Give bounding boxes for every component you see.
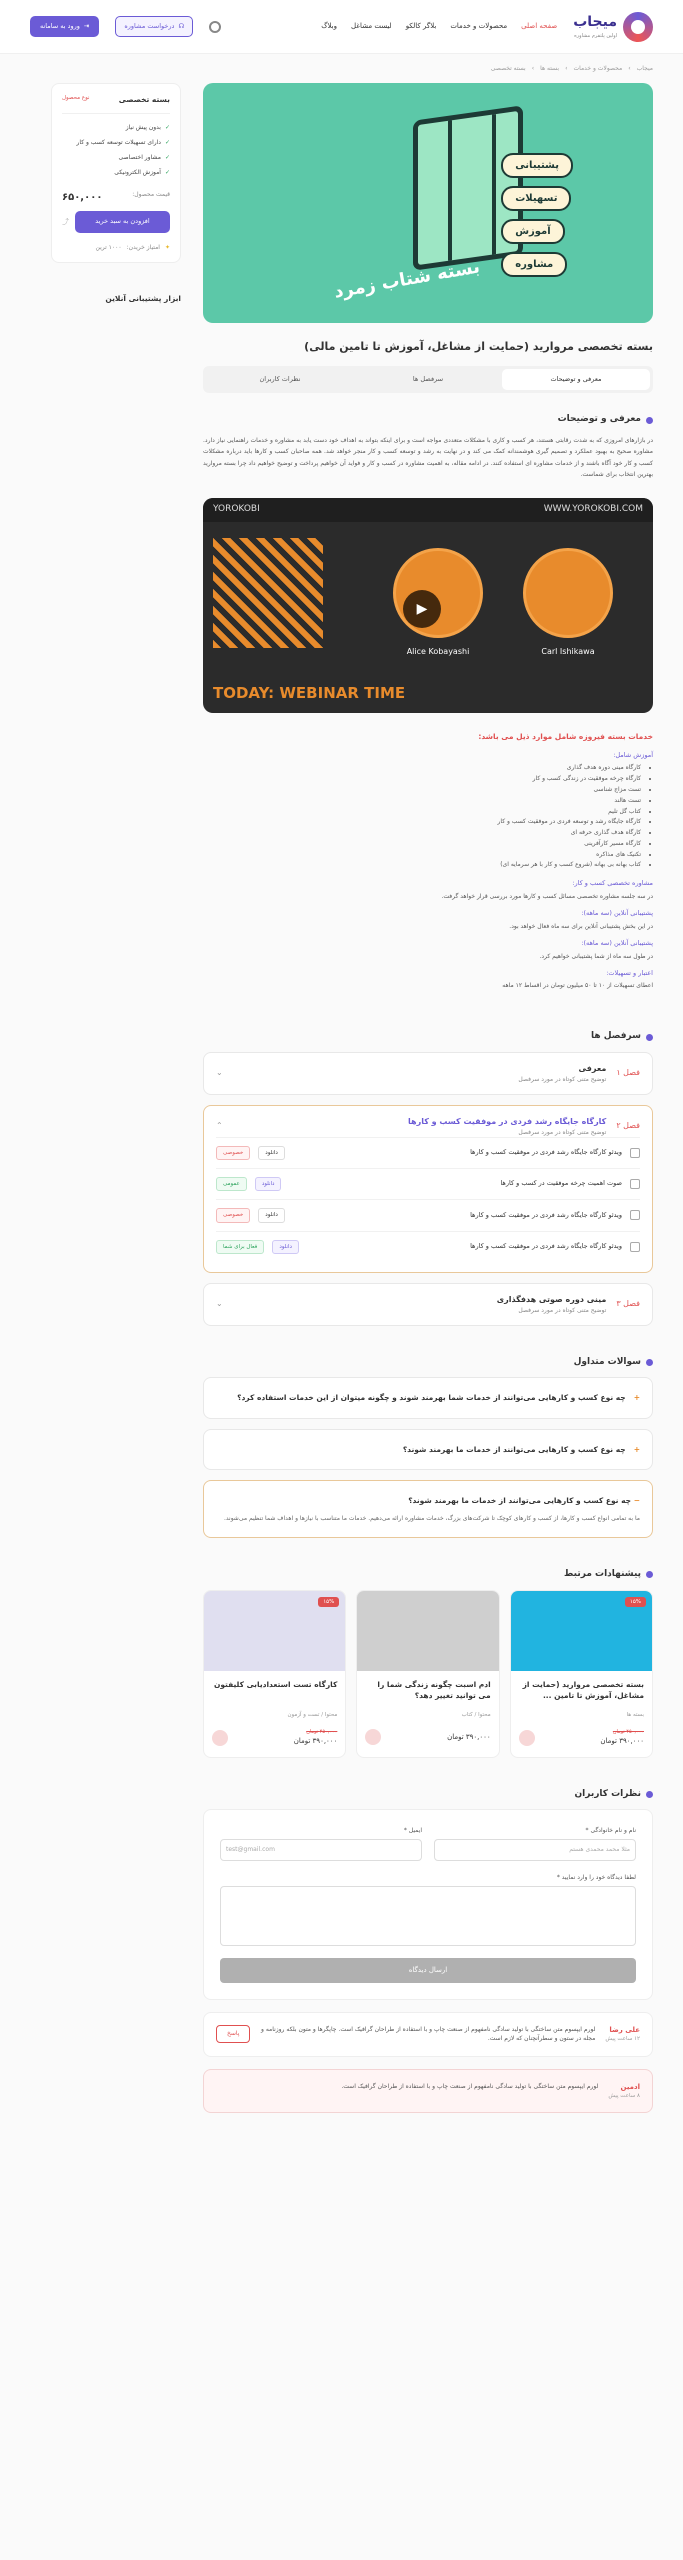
list-item: • کارگاه مینی دوره هدف گذاری (203, 763, 641, 774)
list-item: • کتاب بهانه بی بهانه (شروع کسب و کار با هر سرمایه ای) (203, 860, 641, 871)
access-badge: عمومی (216, 1177, 247, 1191)
product-card[interactable] (356, 1590, 499, 1758)
card-meta: بسته ها (626, 1711, 644, 1718)
card-meta: محتوا / کتاب (461, 1711, 491, 1718)
nav-jobs[interactable]: لیست مشاغل (351, 22, 392, 31)
feature-item: ✓ دارای تسهیلات توسعه کسب و کار (76, 139, 170, 147)
price-value: ۶۵۰,۰۰۰ (62, 192, 103, 204)
list-item: • تست مزاج شناسی (203, 785, 641, 796)
main-nav (321, 21, 557, 32)
bullet-icon (646, 1359, 653, 1366)
list-item: • کارگاه چرخه موفقیت در زندگی کسب و کار (203, 774, 641, 785)
chapter-item[interactable] (203, 1052, 653, 1095)
service-group-text: اعطای تسهیلات از ۱۰ تا ۵۰ میلیون تومان در اقساط ۱۲ ماهه (502, 982, 653, 990)
price: ۳۹۰,۰۰۰ تومان (600, 1737, 644, 1746)
feature-item: ✓ آموزش الکترونیکی (114, 169, 170, 177)
speaker-name: Carl Ishikawa (541, 647, 595, 657)
hero-tag: مشاوره (501, 252, 567, 277)
main-content (203, 83, 653, 2113)
lesson-row[interactable]: ویدئو کارگاه جایگاه رشد فردی در موفقیت کسب و کارها دانلود فعال برای شما (216, 1231, 640, 1262)
name-label: نام و نام خانوادگی * (585, 1827, 636, 1835)
old-price: ۴۵۰,۰۰۰ تومان (612, 1728, 644, 1735)
speaker-avatar (393, 548, 483, 638)
sidebar (51, 83, 181, 304)
services-heading: خدمات بسته فیروزه شامل موارد ذیل می باشد: (478, 732, 653, 742)
consult-button[interactable]: ☊ درخواست مشاوره (115, 16, 193, 38)
support-title: ابزار پشتیبانی آنلاین (105, 294, 181, 303)
price: ۳۹۰,۰۰۰ تومان (447, 1732, 491, 1741)
download-button[interactable]: دانلود (255, 1177, 282, 1191)
video-brand: YOROKOBI (213, 504, 260, 515)
video-site: WWW.YOROKOBI.COM (543, 504, 643, 515)
service-group-text: در این بخش پشتیبانی آنلاین برای سه ماه فعال خواهد بود. (509, 922, 653, 930)
chevron-down-icon: ⌄ (216, 1068, 223, 1078)
cart-icon[interactable] (212, 1730, 228, 1746)
chapter-desc: توضیح متنی کوتاه در مورد سرفصل (518, 1075, 607, 1083)
service-group-title: پشتیبانی آنلاین (سه ماهه): (581, 938, 653, 947)
list-item: • کارگاه مسیر کارآفرینی (203, 839, 641, 850)
nav-products[interactable]: محصولات و خدمات (450, 22, 508, 31)
comment-text: لورم ایپسوم متن ساختگی با تولید سادگی نامفهوم از صنعت چاپ و با استفاده از طراحان گرافیک است. چاپگرها و متون بلکه روزنامه و مجله در ستون و سطرآنچنان که لازم است. (261, 2025, 596, 2042)
lesson-row[interactable]: صوت اهمیت چرخه موفقیت در کسب و کارها دانلود عمومی (216, 1168, 640, 1199)
speaker-name: Alice Kobayashi (406, 647, 470, 657)
review-form (203, 1809, 653, 2000)
submit-button[interactable]: ارسال دیدگاه (220, 1958, 636, 1983)
comment-reply (203, 2069, 653, 2114)
nav-blog[interactable]: وبلاگ (321, 22, 337, 31)
message-label: لطفا دیدگاه خود را وارد نمایید * (556, 1874, 636, 1882)
star-icon: ✦ (164, 244, 170, 251)
login-button[interactable]: ⇥ ورود به سامانه (30, 16, 99, 38)
product-card[interactable] (510, 1590, 653, 1758)
chapter-title: کارگاه جایگاه رشد فردی در موفقیت کسب و کارها (408, 1116, 607, 1126)
lesson-row[interactable]: ویدئو کارگاه جایگاه رشد فردی در موفقیت کسب و کارها دانلود خصوصی (216, 1199, 640, 1230)
intro-heading: معرفی و توضیحات (203, 413, 653, 427)
add-to-cart-button[interactable]: افزودن به سبد خرید (75, 211, 170, 233)
headset-icon: ☊ (178, 21, 185, 30)
reply-button[interactable]: پاسخ (216, 2025, 250, 2043)
hero-tag: تسهیلات (501, 186, 571, 211)
play-icon[interactable]: ▶ (403, 590, 441, 628)
lesson-row[interactable]: ویدئو کارگاه جایگاه رشد فردی در موفقیت کسب و کارها دانلود خصوصی (216, 1137, 640, 1168)
chapter-item-open[interactable] (203, 1105, 653, 1273)
bullet-icon (646, 417, 653, 424)
chapter-desc: توضیح متنی کوتاه در مورد سرفصل (518, 1128, 607, 1136)
list-item: • کتاب گل تلیم (203, 807, 641, 818)
service-group-text: در سه جلسه مشاوره تخصصی مسائل کسب و کارها مورد بررسی قرار خواهد گرفت. (441, 893, 653, 901)
service-group-text: در طول سه ماه از شما پشتیبانی خواهیم کرد. (539, 952, 653, 960)
service-group-title: پشتیبانی آنلاین (سه ماهه): (581, 909, 653, 918)
tab-reviews[interactable]: نظرات کاربران (259, 374, 301, 383)
top-bar (0, 0, 683, 54)
faq-heading: سوالات متداول (203, 1356, 653, 1370)
nav-home[interactable]: صفحه اصلی (521, 22, 558, 31)
product-type-tag: نوع محصول (62, 95, 90, 101)
name-input[interactable]: مثلا محمد محمدی هستم (434, 1839, 636, 1861)
video-icon (630, 1210, 640, 1220)
hero-title: بسته شتاب زمرد (332, 256, 482, 303)
comment-time: ۱۲ ساعت پیش (605, 2036, 640, 2043)
score-label: امتیاز خریدن: (126, 244, 160, 251)
list-item: • کارگاه جایگاه رشد و توسعه فردی در موفقیت کسب و کار (203, 817, 641, 828)
hero-tag: پشتیبانی (501, 153, 573, 178)
access-badge: خصوصی (216, 1146, 250, 1160)
chapter-title: معرفی (578, 1063, 607, 1073)
tab-chapters[interactable]: سرفصل ها (412, 374, 444, 383)
faq-answer: ما به تمامی انواع کسب و کارها، از کسب و کارهای کوچک تا شرکت‌های بزرگ، خدمات مشاوره ارائه می‌دهیم. خدمات ما متناسب با نیازها و اهداف شما تنظیم می‌شوند. (223, 1515, 640, 1523)
chapter-desc: توضیح متنی کوتاه در مورد سرفصل (518, 1306, 607, 1314)
card-meta: محتوا / تست و آزمون (287, 1711, 338, 1718)
check-icon: ✓ (164, 124, 170, 132)
video-player[interactable] (203, 498, 653, 713)
comment-time: ۸ ساعت پیش (608, 2093, 640, 2100)
cart-icon[interactable] (519, 1730, 535, 1746)
list-item: • تست هالند (203, 796, 641, 807)
bullet-icon (646, 1791, 653, 1798)
card-title: ادم اسبت چگونه زندگی شما را می توانید تغییر دهد؟ (377, 1679, 491, 1700)
product-box (51, 83, 181, 263)
product-card[interactable] (203, 1590, 346, 1758)
chapter-number: فصل ۲ (616, 1121, 640, 1131)
faq-item[interactable]: + چه نوع کسب و کارهایی می‌توانند از خدمات ما بهرمند شوند؟ (203, 1429, 653, 1470)
reviews-heading: نظرات کاربران (203, 1788, 653, 1802)
comment-text: لورم ایپسوم متن ساختگی با تولید سادگی نامفهوم از صنعت چاپ و با استفاده از طراحان گرافیک است. (341, 2082, 599, 2090)
page-title: بسته تخصصی مروارید (حمایت از مشاغل، آموزش تا تامین مالی) (304, 340, 653, 353)
chevron-up-icon: ⌃ (216, 1121, 223, 1131)
speaker-avatar (523, 548, 613, 638)
comment-author: ادمین (620, 2082, 640, 2091)
chapter-item[interactable] (203, 1283, 653, 1326)
chapters-heading: سرفصل ها (203, 1030, 653, 1044)
score-value: ۱۰۰۰ ترین (95, 244, 122, 251)
tabs (203, 366, 653, 394)
tab-intro[interactable]: معرفی و توضیحات (502, 369, 650, 391)
list-item: • کارگاه هدف گذاری حرفه ای (203, 828, 641, 839)
breadcrumb-item[interactable]: میجاب (636, 65, 653, 72)
video-pattern (213, 538, 323, 648)
service-group-title: اعتبار و تسهیلات: (606, 968, 653, 977)
price-label: قیمت محصول: (132, 191, 170, 199)
feature-item: ✓ بدون پیش نیاز (125, 124, 170, 132)
product-type-title: بسته تخصصی (118, 95, 170, 104)
message-textarea[interactable] (220, 1886, 636, 1946)
intro-text: در بازارهای امروزی که به شدت رقابتی هستند، هر کسب و کاری با مشکلات متعددی مواجه است و برای اینکه بتواند به اهداف خود دست یابد به مشاوره و خدمات راهنمایی نیاز دارد. مشاوره صحیح به بهبود عملکرد و تصمیم گیری هوشمندانه کمک می کند و در نهایت به رشد و توسعه کسب و کار منجر خواهد شد. همه صاحبان کسب و کارها باید درباره مشکلات کسب و کار خود آگاه باشند و از خدمات مشاوره ای استفاده کنند. در ادامه مقاله، به اهمیت مشاوره در کسب و کار و فواید آن خواهیم پرداخت و توضیح خواهیم داد چرا بسته مروارید بهترین انتخاب برای شماست. (203, 436, 653, 478)
chevron-down-icon: ⌄ (216, 1299, 223, 1309)
old-price: ۴۵۰,۰۰۰ تومان (306, 1728, 338, 1735)
plus-icon: + (633, 1444, 640, 1454)
feature-item: ✓ مشاور اختصاصی (118, 154, 170, 162)
check-icon: ✓ (164, 139, 170, 147)
chapter-number: فصل ۳ (616, 1299, 640, 1309)
access-badge: فعال برای شما (216, 1240, 264, 1254)
minus-icon: − (633, 1495, 640, 1505)
breadcrumb-item[interactable]: محصولات و خدمات (573, 65, 623, 72)
bullet-icon (646, 1571, 653, 1578)
hero-tag: آموزش (501, 219, 564, 244)
video-icon (630, 1148, 640, 1158)
breadcrumb-item[interactable]: بسته ها (540, 65, 560, 72)
discount-badge: ۱۵% (318, 1597, 339, 1607)
related-heading: پیشنهادات مرتبط (203, 1568, 653, 1582)
logo-subtitle: اولین پلتفرم مشاوره (574, 33, 617, 40)
share-icon[interactable]: ⤴ (62, 217, 69, 226)
email-label: ایمیل * (403, 1827, 422, 1835)
hero-banner (203, 83, 653, 323)
services-list (203, 731, 653, 990)
breadcrumb: میجاب › محصولات و خدمات › بسته ها › بسته تخصصی (490, 65, 653, 72)
logo-name: میجاب (573, 14, 617, 31)
breadcrumb-current: بسته تخصصی (490, 65, 526, 72)
discount-badge: ۱۵% (625, 1597, 646, 1607)
plus-icon: + (633, 1393, 640, 1403)
service-group-title: مشاوره تخصصی کسب و کار: (572, 879, 653, 888)
check-icon: ✓ (164, 169, 170, 177)
video-left-text: TODAY: WEBINAR TIME (213, 683, 406, 702)
email-input[interactable]: test@gmail.com (220, 1839, 422, 1861)
service-group-title: آموزش شامل: (613, 750, 653, 759)
chapter-title: مینی دوره صوتی هدفگذاری (496, 1294, 607, 1304)
comment (203, 2012, 653, 2057)
check-icon: ✓ (164, 154, 170, 162)
faq-item-open[interactable]: − چه نوع کسب و کارهایی می‌توانند از خدمات ما بهرمند شوند؟ ما به تمامی انواع کسب و کارها، از کسب و کارهای کوچک تا شرکت‌های بزرگ، خدمات مشاوره ارائه می‌دهیم. خدمات ما متناسب با نیازها و اهداف شما تنظیم می‌شوند. (203, 1480, 653, 1538)
price: ۳۹۰,۰۰۰ تومان (293, 1737, 338, 1746)
faq-item[interactable]: + چه نوع کسب و کارهایی می‌توانند از خدمات شما بهرمند شوند و چگونه میتوان از این خدمات استفاده کرد؟ (203, 1377, 653, 1418)
download-button[interactable]: دانلود (258, 1208, 285, 1222)
login-icon: ⇥ (83, 21, 90, 30)
comment-author: علی رضا (609, 2025, 640, 2034)
list-item: • تکنیک های مذاکره (203, 850, 641, 861)
chapter-number: فصل ۱ (616, 1068, 640, 1078)
download-button[interactable]: دانلود (272, 1240, 299, 1254)
search-icon[interactable] (209, 21, 221, 33)
download-button[interactable]: دانلود (258, 1146, 285, 1160)
video-icon (630, 1242, 640, 1252)
nav-blogger[interactable]: بلاگر کالکو (405, 22, 437, 31)
audio-icon (630, 1179, 640, 1189)
bullet-icon (646, 1034, 653, 1041)
logo[interactable] (573, 12, 653, 42)
card-title: بسته تخصصی مروارید (حمایت از مشاغل، آموزش تا تامین ... (522, 1679, 644, 1700)
related-cards (203, 1590, 653, 1758)
cart-icon[interactable] (365, 1729, 381, 1745)
logo-mark-icon (623, 12, 653, 42)
card-title: کارگاه تست استعدادیابی کلیفتون (213, 1679, 338, 1689)
access-badge: خصوصی (216, 1208, 250, 1222)
